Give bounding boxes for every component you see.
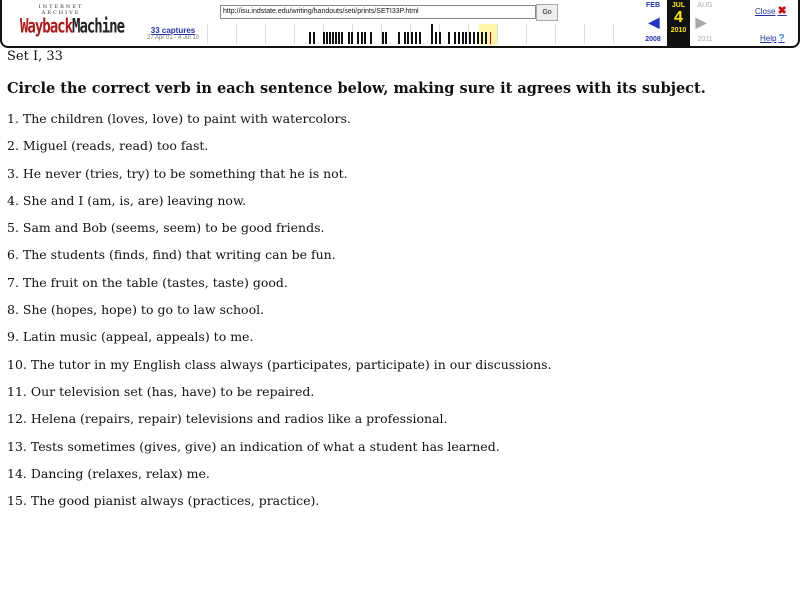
current-capture bbox=[667, 0, 690, 46]
timeline-gridline bbox=[584, 24, 585, 44]
capture-bar[interactable] bbox=[404, 32, 406, 44]
go-button[interactable]: Go bbox=[536, 4, 558, 21]
timeline-gridline bbox=[526, 24, 527, 44]
sentence-item: 8. She (hopes, hope) to go to law school. bbox=[7, 302, 265, 318]
timeline-gridline bbox=[236, 24, 237, 44]
capture-bar[interactable] bbox=[411, 32, 413, 44]
close-label: Close bbox=[755, 7, 776, 16]
capture-bar[interactable] bbox=[477, 32, 479, 44]
logo-main-text: WaybackMachine bbox=[20, 15, 125, 39]
capture-bar[interactable] bbox=[419, 32, 421, 44]
timeline-gridline bbox=[497, 24, 498, 44]
url-input[interactable]: http://isu.indstate.edu/writing/handouts/seti/prints/SETI33P.html bbox=[220, 5, 536, 19]
capture-bar[interactable] bbox=[431, 24, 433, 44]
timeline-gridline bbox=[613, 24, 614, 44]
sentence-item: 9. Latin music (appeal, appeals) to me. bbox=[7, 329, 254, 345]
capture-bar[interactable] bbox=[448, 32, 450, 44]
help-icon: ? bbox=[778, 33, 785, 44]
close-icon: ✖ bbox=[777, 5, 787, 17]
sentence-item: 2. Miguel (reads, read) too fast. bbox=[7, 138, 209, 154]
capture-bar[interactable] bbox=[323, 32, 325, 44]
capture-bar[interactable] bbox=[313, 32, 315, 44]
capture-bar[interactable] bbox=[490, 32, 491, 44]
capture-bar[interactable] bbox=[351, 32, 353, 44]
prev-year[interactable]: 2008 bbox=[645, 36, 661, 43]
timeline-gridline bbox=[207, 24, 208, 44]
timeline-gridline bbox=[555, 24, 556, 44]
capture-bar[interactable] bbox=[309, 32, 311, 44]
current-month: JUL bbox=[671, 2, 686, 9]
capture-bar[interactable] bbox=[348, 32, 350, 44]
capture-bar[interactable] bbox=[458, 32, 460, 44]
wayback-toolbar bbox=[0, 0, 800, 48]
instructions-heading: Circle the correct verb in each sentence below, making sure it agrees with its subject. bbox=[7, 80, 706, 97]
capture-bar[interactable] bbox=[407, 32, 409, 44]
timeline-gridline bbox=[265, 24, 266, 44]
sentence-item: 5. Sam and Bob (seems, seem) to be good friends. bbox=[7, 220, 325, 236]
set-title: Set I, 33 bbox=[7, 49, 63, 64]
capture-bar[interactable] bbox=[335, 32, 337, 44]
sentence-list bbox=[7, 111, 552, 520]
capture-bar[interactable] bbox=[454, 32, 456, 44]
next-arrow-icon: ▶ bbox=[695, 14, 707, 30]
sentence-item: 13. Tests sometimes (gives, give) an indication of what a student has learned. bbox=[7, 438, 500, 454]
sentence-item: 1. The children (loves, love) to paint with watercolors. bbox=[7, 111, 351, 126]
capture-bar[interactable] bbox=[481, 32, 483, 44]
next-month: AUG bbox=[697, 2, 713, 9]
capture-bar[interactable] bbox=[329, 32, 331, 44]
capture-bar[interactable] bbox=[370, 32, 372, 44]
current-day: 4 bbox=[674, 9, 683, 26]
capture-bar[interactable] bbox=[361, 32, 363, 44]
prev-arrow-icon[interactable]: ◀ bbox=[648, 14, 660, 30]
sentence-item: 6. The students (finds, find) that writing can be fun. bbox=[7, 247, 336, 263]
wayback-logo[interactable] bbox=[20, 4, 125, 39]
sentence-item: 7. The fruit on the table (tastes, taste) good. bbox=[7, 274, 288, 290]
capture-bar[interactable] bbox=[364, 32, 366, 44]
captures-link[interactable]: 33 captures bbox=[150, 26, 196, 35]
capture-bar[interactable] bbox=[415, 32, 417, 44]
capture-bar[interactable] bbox=[439, 32, 441, 44]
sentence-item: 14. Dancing (relaxes, relax) me. bbox=[7, 465, 210, 481]
capture-bar[interactable] bbox=[462, 32, 464, 44]
sentence-item: 3. He never (tries, try) to be something that he is not. bbox=[7, 165, 348, 181]
sentence-item: 15. The good pianist always (practices, practice). bbox=[7, 493, 320, 509]
captures-range: 27 Apr 01 - 4 Jul 10 bbox=[146, 35, 200, 41]
help-label: Help bbox=[760, 34, 777, 43]
captures-info bbox=[140, 26, 206, 41]
capture-bar[interactable] bbox=[332, 32, 334, 44]
next-year: 2011 bbox=[697, 36, 713, 43]
sentence-item: 11. Our television set (has, have) to be repaired. bbox=[7, 383, 315, 399]
capture-timeline[interactable] bbox=[207, 22, 637, 46]
capture-bar[interactable] bbox=[469, 32, 471, 44]
capture-bar[interactable] bbox=[465, 32, 467, 44]
current-year: 2010 bbox=[670, 27, 687, 34]
capture-bar[interactable] bbox=[357, 32, 359, 44]
capture-bar[interactable] bbox=[473, 32, 475, 44]
capture-bar[interactable] bbox=[341, 32, 343, 44]
help-button[interactable] bbox=[760, 33, 785, 44]
sentence-item: 10. The tutor in my English class always (participates, participate) in our discussions. bbox=[7, 356, 552, 372]
sentence-item: 4. She and I (am, is, are) leaving now. bbox=[7, 192, 247, 208]
close-button[interactable] bbox=[755, 4, 787, 17]
capture-bar[interactable] bbox=[435, 32, 437, 44]
capture-bar[interactable] bbox=[326, 32, 328, 44]
timeline-gridline bbox=[294, 24, 295, 44]
logo-top-text: INTERNET ARCHIVE bbox=[38, 4, 84, 16]
prev-month[interactable]: FEB bbox=[646, 2, 660, 9]
sentence-item: 12. Helena (repairs, repair) televisions and radios like a professional. bbox=[7, 411, 448, 427]
capture-bar[interactable] bbox=[382, 32, 384, 44]
capture-bar[interactable] bbox=[338, 32, 340, 44]
capture-bar[interactable] bbox=[398, 32, 400, 44]
capture-bar[interactable] bbox=[385, 32, 387, 44]
capture-bar[interactable] bbox=[485, 32, 487, 44]
